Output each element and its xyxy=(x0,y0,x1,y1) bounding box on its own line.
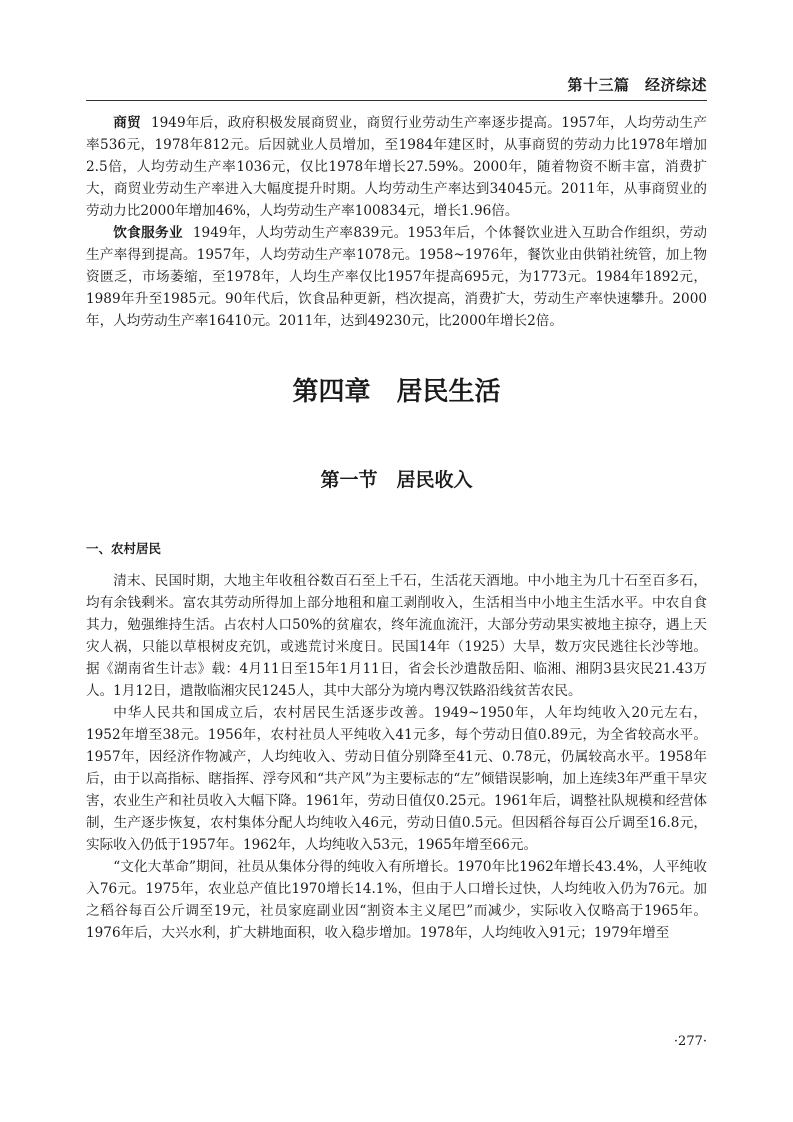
paragraph-text: 1949年，人均劳动生产率839元。1953年后，个体餐饮业进入互助合作组织，劳动生产率得到提高。1957年，人均劳动生产率1078元。1958~1976年，餐饮业由供销社统管，加上物资匮乏，市场萎缩，至1978年，人均生产率仅比1957年提高695元，为1773元。1984年1892元，1989年升至1985元。90年代后，饮食品种更新，档次提高，消费扩大，劳动生产率快速攀升。2000年，人均劳动生产率16410元。2011年，达到49230元，比2000年增长2倍。 xyxy=(86,225,708,329)
paragraph-body: “文化大革命”期间，社员从集体分得的纯收入有所增长。1970年比1962年增长43.4%，人平纯收入76元。1975年，农业总产值比1970增长14.1%，但由于人口增长过快，人均纯收入仍为76元。加之稻谷每百公斤调至19元，社员家庭副业因“割资本主义尾巴”而减少，实际收入仅略高于1965年。1976年后，大兴水利，扩大耕地面积，收入稳步增加。1978年，人均纯收入91元；1979年增至 xyxy=(86,859,707,941)
page-content xyxy=(86,112,707,944)
paragraph-lead: 商贸 xyxy=(113,115,141,131)
paragraph-commerce xyxy=(86,112,707,222)
running-header xyxy=(86,72,707,101)
paragraph-catering xyxy=(86,222,707,332)
subsection-heading: 一、农村居民 xyxy=(86,541,162,556)
section-title: 第一节 居民收入 xyxy=(320,469,473,491)
paragraph-body: 中华人民共和国成立后，农村居民生活逐步改善。1949~1950年，人年均纯收入20元左右，1952年增至38元。1956年，农村社员人平纯收入41元多，每个劳动日值0.89元，为全省较高水平。1957年，因经济作物减产，人均纯收入、劳动日值分别降至41元、0.78元，仍属较高水平。1958年后，由于以高指标、瞎指挥、浮夸风和“共产风”为主要标志的“左”倾错误影响，加上连续3年严重干旱灾害，农业生产和社员收入大幅下降。1961年，劳动日值仅0.25元。1961年后，调整社队规模和经营体制，生产逐步恢复，农村集体分配人均纯收入46元，劳动日值0.5元。但因稻谷每百公斤调至16.8元，实际收入仍低于1957年。1962年，人均纯收入53元，1965年增至66元。 xyxy=(86,705,707,853)
paragraph-body: 清末、民国时期，大地主年收租谷数百石至上千石，生活花天酒地。中小地主为几十石至百多石，均有余钱剩米。富农其劳动所得加上部分地租和雇工剥削收入，生活相当中小地主生活水平。中农自食其力，勉强维持生活。占农村人口50%的贫雇农，终年流血流汗，大部分劳动果实被地主掠夺，遇上天灾人祸，只能以草根树皮充饥，或逃荒讨米度日。民国14年（1925）大旱，数万灾民逃往长沙等地。据《湖南省生计志》载：4月11日至15年1月11日，省会长沙遣散岳阳、临湘、湘阴3县灾民21.43万人。1月12日，遣散临湘灾民1245人，其中大部分为境内粤汉铁路沿线贫苦农民。 xyxy=(86,573,707,699)
page-number: ·277· xyxy=(673,1034,707,1049)
running-header-title: 第十三篇 经济综述 xyxy=(567,76,707,94)
chapter-title: 第四章 居民生活 xyxy=(292,377,501,407)
paragraph-text: 1949年后，政府积极发展商贸业，商贸行业劳动生产率逐步提高。1957年，人均劳动生产率536元，1978年812元。后因就业人员增加，至1984年建区时，从事商贸的劳动力比1978年增加2.5倍，人均劳动生产率1036元，仅比1978年增长27.59%。2000年，随着物资不断丰富，消费扩大，商贸业劳动生产率进入大幅度提升时期。人均劳动生产率达到34045元。2011年，从事商贸业的劳动力比2000年增加46%，人均劳动生产率100834元，增长1.96倍。 xyxy=(86,115,708,219)
paragraph-lead: 饮食服务业 xyxy=(113,225,183,241)
